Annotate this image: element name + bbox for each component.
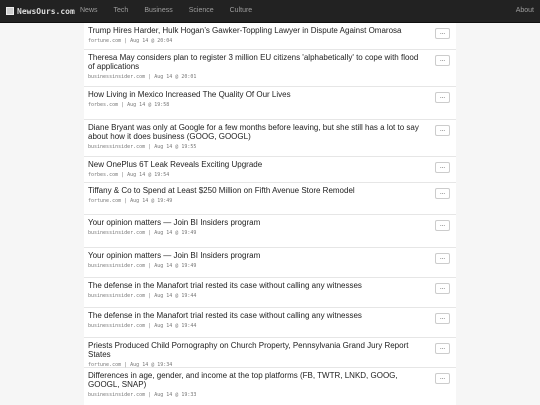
news-date: Aug 14 @ 19:49 [130, 198, 173, 204]
more-button[interactable]: ... [435, 343, 450, 354]
news-title[interactable]: Your opinion matters — Join BI Insiders program [88, 251, 261, 260]
news-meta: businessinsider.com | Aug 14 @ 19:49 [88, 263, 197, 269]
top-navbar [0, 0, 540, 23]
nav-science[interactable]: Science [188, 7, 214, 14]
news-source: businessinsider.com [88, 323, 146, 329]
newspaper-icon [6, 7, 14, 15]
news-item [84, 278, 456, 308]
news-title[interactable]: Your opinion matters — Join BI Insiders program [88, 218, 261, 227]
news-source: forbes.com [88, 102, 119, 108]
news-source: fortune.com [88, 38, 122, 44]
news-meta: fortune.com | Aug 14 @ 20:04 [88, 38, 173, 44]
news-date: Aug 14 @ 20:04 [130, 38, 173, 44]
news-meta: businessinsider.com | Aug 14 @ 19:44 [88, 323, 197, 329]
more-button[interactable]: ... [435, 92, 450, 103]
news-meta: fortune.com | Aug 14 @ 19:49 [88, 198, 173, 204]
nav-culture[interactable]: Culture [229, 7, 253, 14]
news-item [84, 87, 456, 120]
news-item [84, 50, 456, 87]
nav-tech[interactable]: Tech [113, 7, 129, 14]
news-date: Aug 14 @ 19:44 [154, 323, 197, 329]
news-item [84, 157, 456, 183]
news-date: Aug 14 @ 19:55 [154, 144, 197, 150]
news-source: businessinsider.com [88, 230, 146, 236]
news-meta: businessinsider.com | Aug 14 @ 20:01 [88, 74, 197, 80]
nav-about[interactable]: About [515, 7, 534, 14]
news-item [84, 248, 456, 278]
news-title[interactable]: Differences in age, gender, and income at the top platforms (FB, TWTR, LNKD, GOOG, GOOGL, SNAP) [88, 371, 398, 389]
news-title[interactable]: Diane Bryant was only at Google for a few months before leaving, but she still has a lot to say about how it does business (GOOG, GOOGL) [88, 123, 419, 141]
more-button[interactable]: ... [435, 55, 450, 66]
news-item [84, 23, 456, 50]
news-date: Aug 14 @ 19:54 [127, 172, 170, 178]
news-date: Aug 14 @ 19:49 [154, 263, 197, 269]
news-date: Aug 14 @ 19:49 [154, 230, 197, 236]
news-source: forbes.com [88, 172, 119, 178]
news-source: businessinsider.com [88, 263, 146, 269]
news-source: businessinsider.com [88, 74, 146, 80]
brand-name: NewsOurs.com [17, 6, 75, 16]
news-date: Aug 14 @ 19:44 [154, 293, 197, 299]
more-button[interactable]: ... [435, 313, 450, 324]
more-button[interactable]: ... [435, 28, 450, 39]
news-title[interactable]: Theresa May considers plan to register 3 million EU citizens 'alphabetically' to cope with flood of applications [88, 53, 419, 71]
news-item [84, 308, 456, 338]
news-date: Aug 14 @ 19:33 [154, 392, 197, 398]
news-date: Aug 14 @ 20:01 [154, 74, 197, 80]
brand-logo[interactable] [6, 4, 75, 18]
news-item [84, 183, 456, 215]
nav-business[interactable]: Business [144, 7, 173, 14]
more-button[interactable]: ... [435, 220, 450, 231]
news-title[interactable]: The defense in the Manafort trial rested its case without calling any witnesses [88, 311, 362, 320]
more-button[interactable]: ... [435, 373, 450, 384]
news-date: Aug 14 @ 19:58 [127, 102, 170, 108]
news-title[interactable]: New OnePlus 6T Leak Reveals Exciting Upgrade [88, 160, 263, 169]
more-button[interactable]: ... [435, 162, 450, 173]
news-title[interactable]: The defense in the Manafort trial rested its case without calling any witnesses [88, 281, 362, 290]
news-meta: businessinsider.com | Aug 14 @ 19:33 [88, 392, 197, 398]
news-list [84, 23, 456, 405]
news-source: businessinsider.com [88, 392, 146, 398]
news-title[interactable]: Tiffany & Co to Spend at Least $250 Million on Fifth Avenue Store Remodel [88, 186, 355, 195]
news-title[interactable]: How Living in Mexico Increased The Quality Of Our Lives [88, 90, 291, 99]
news-item [84, 368, 456, 405]
news-item [84, 215, 456, 248]
news-item [84, 120, 456, 157]
news-meta: businessinsider.com | Aug 14 @ 19:49 [88, 230, 197, 236]
more-button[interactable]: ... [435, 125, 450, 136]
news-meta: fortune.com | Aug 14 @ 19:34 [88, 362, 173, 368]
news-meta: businessinsider.com | Aug 14 @ 19:55 [88, 144, 197, 150]
news-source: fortune.com [88, 198, 122, 204]
news-meta: forbes.com | Aug 14 @ 19:54 [88, 172, 170, 178]
nav-news[interactable]: News [80, 7, 98, 14]
news-date: Aug 14 @ 19:34 [130, 362, 173, 368]
news-source: businessinsider.com [88, 144, 146, 150]
more-button[interactable]: ... [435, 283, 450, 294]
more-button[interactable]: ... [435, 253, 450, 264]
news-item [84, 338, 456, 368]
news-title[interactable]: Priests Produced Child Pornography on Church Property, Pennsylvania Grand Jury Report States [88, 341, 409, 359]
news-meta: forbes.com | Aug 14 @ 19:58 [88, 102, 170, 108]
news-meta: businessinsider.com | Aug 14 @ 19:44 [88, 293, 197, 299]
news-source: fortune.com [88, 362, 122, 368]
news-title[interactable]: Trump Hires Harder, Hulk Hogan’s Gawker-Toppling Lawyer in Dispute Against Omarosa [88, 26, 402, 35]
main-nav [72, 0, 260, 22]
more-button[interactable]: ... [435, 188, 450, 199]
news-source: businessinsider.com [88, 293, 146, 299]
